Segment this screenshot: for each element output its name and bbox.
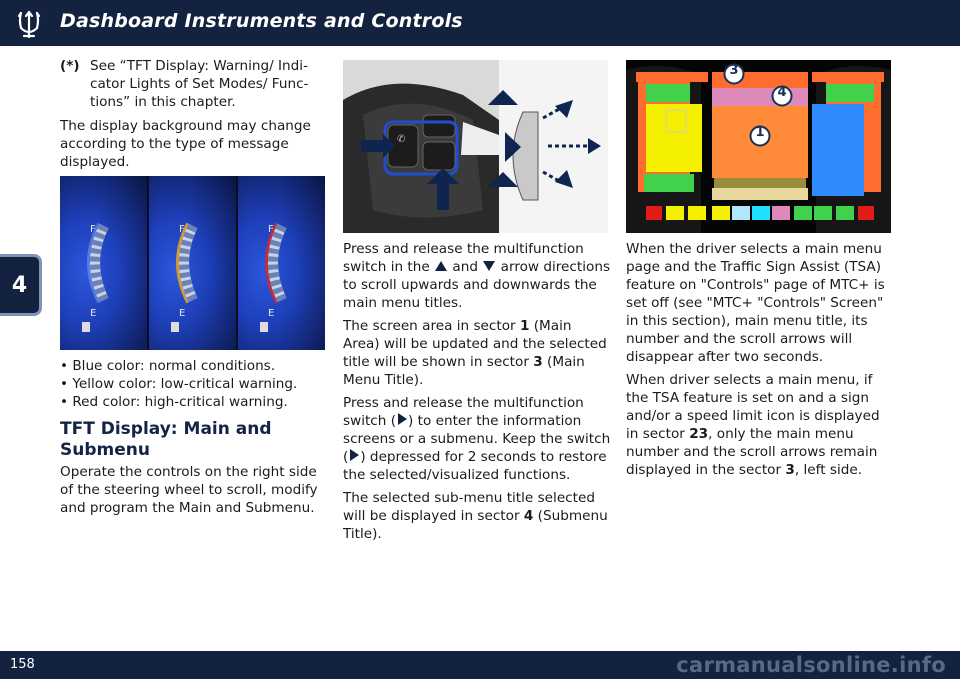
fuel-gauge-panel: [60, 176, 147, 350]
down-arrow-icon: [482, 260, 496, 272]
paragraph: Operate the controls on the right side of the steering wheel to scroll, modify and program the Main and Submenu.: [60, 464, 318, 516]
column-1-intro: [60, 117, 328, 176]
sector-ref: 3: [785, 462, 795, 478]
svg-text:F: F: [179, 224, 185, 235]
svg-text:E: E: [268, 308, 275, 319]
column-2-body: [343, 240, 611, 548]
svg-text:E: E: [90, 308, 97, 319]
page-title: Dashboard Instruments and Controls: [60, 10, 463, 32]
list-item: • Blue color: normal conditions.: [60, 358, 276, 374]
sector-ref: 23: [689, 426, 709, 442]
up-arrow-icon: [434, 260, 448, 272]
watermark: carmanualsonline.info: [676, 653, 946, 677]
column-1-body: [60, 463, 328, 522]
fuel-gauge-panel: [149, 176, 236, 350]
page-footer: [0, 651, 960, 679]
right-arrow-icon: [348, 448, 360, 462]
svg-text:E: E: [179, 308, 186, 319]
chapter-tab[interactable]: 4: [0, 254, 42, 316]
fuel-gauge-figure: [60, 176, 325, 350]
steering-wheel-controls-figure: [343, 60, 608, 233]
paragraph: When driver selects a main menu, if the TSA feature is set on and a sign and/or a speed limit icon is displayed in sector 23, only the main menu number and the scroll arrows remain displayed in the sector 3, left side.: [626, 372, 880, 478]
page-number: 158: [10, 657, 35, 672]
paragraph: When the driver selects a main menu page and the Traffic Sign Assist (TSA) feature on "Controls" page of MTC+ is set off (see "MTC+ "Controls" Screen" in this section), main menu title, its number and the scroll arrows will disappear after two seconds.: [626, 241, 885, 365]
sector-ref: 4: [523, 508, 534, 524]
color-legend-list: [60, 357, 328, 411]
trident-logo-icon: [12, 6, 46, 40]
footnote-text: See “TFT Display: Warning/ Indi-cator Lights of Set Modes/ Func-tions” in this chapter.: [90, 58, 309, 110]
footnote-marker: (*): [60, 58, 80, 74]
paragraph: The selected sub-menu title selected will be displayed in sector 4 (Submenu Title).: [343, 490, 608, 542]
paragraph: Press and release the multifunction switch in the and arrow directions to scroll upwards and downwards the main menu titles.: [343, 241, 611, 311]
sector-ref: 3: [533, 354, 543, 370]
right-arrow-icon: [396, 412, 408, 426]
fuel-gauge-panel: [238, 176, 325, 350]
list-item: • Red color: high-critical warning.: [60, 394, 288, 410]
background-note: The display background may change according to the type of message displayed.: [60, 118, 311, 170]
svg-text:✆: ✆: [397, 134, 406, 145]
sector-ref: 1: [519, 318, 530, 334]
paragraph: The screen area in sector 1 (Main Area) will be updated and the selected title will be shown in sector 3 (Main Menu Title).: [343, 318, 607, 388]
section-heading: TFT Display: Main and Submenu: [60, 419, 272, 460]
page-header: [0, 0, 960, 46]
list-item: • Yellow color: low-critical warning.: [60, 376, 298, 392]
tft-display-sectors-figure: 3 4 1: [626, 60, 891, 233]
paragraph: Press and release the multifunction switch ( ) to enter the information screens or a submenu. Keep the switch ( ) depressed for 2 seconds to restore the selected/visualized functions.: [343, 395, 611, 483]
svg-text:F: F: [90, 224, 96, 235]
svg-text:F: F: [268, 224, 274, 235]
column-3-body: [626, 240, 894, 484]
